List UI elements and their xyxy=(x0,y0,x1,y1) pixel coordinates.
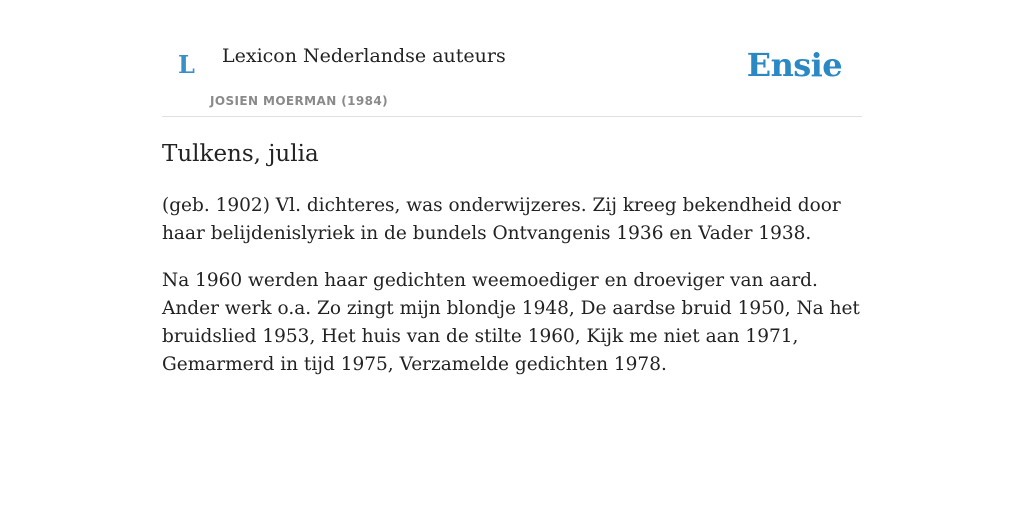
entry-content xyxy=(162,137,862,379)
book-author: JOSIEN MOERMAN (1984) xyxy=(210,94,388,108)
lexicon-logo[interactable]: L xyxy=(178,50,195,79)
book-header xyxy=(162,0,862,117)
book-title-link[interactable]: Lexicon Nederlandse auteurs xyxy=(222,45,506,67)
ensie-logo[interactable]: Ensie xyxy=(746,46,842,84)
entry-title: Tulkens, julia xyxy=(162,141,319,167)
entry-paragraph: Na 1960 werden haar gedichten weemoediger en droeviger van aard. Ander werk o.a. Zo zingt mijn blondje 1948, De aardse bruid 1950, Na het bruidslied 1953, Het huis van de stilte 1960, Kijk me niet aan 1971, Gemarmerd in tijd 1975, Verzamelde gedichten 1978. xyxy=(162,270,860,375)
entry-paragraph: (geb. 1902) Vl. dichteres, was onderwijzeres. Zij kreeg bekendheid door haar belijdenislyriek in de bundels Ontvangenis 1936 en Vader 1938. xyxy=(162,195,841,244)
